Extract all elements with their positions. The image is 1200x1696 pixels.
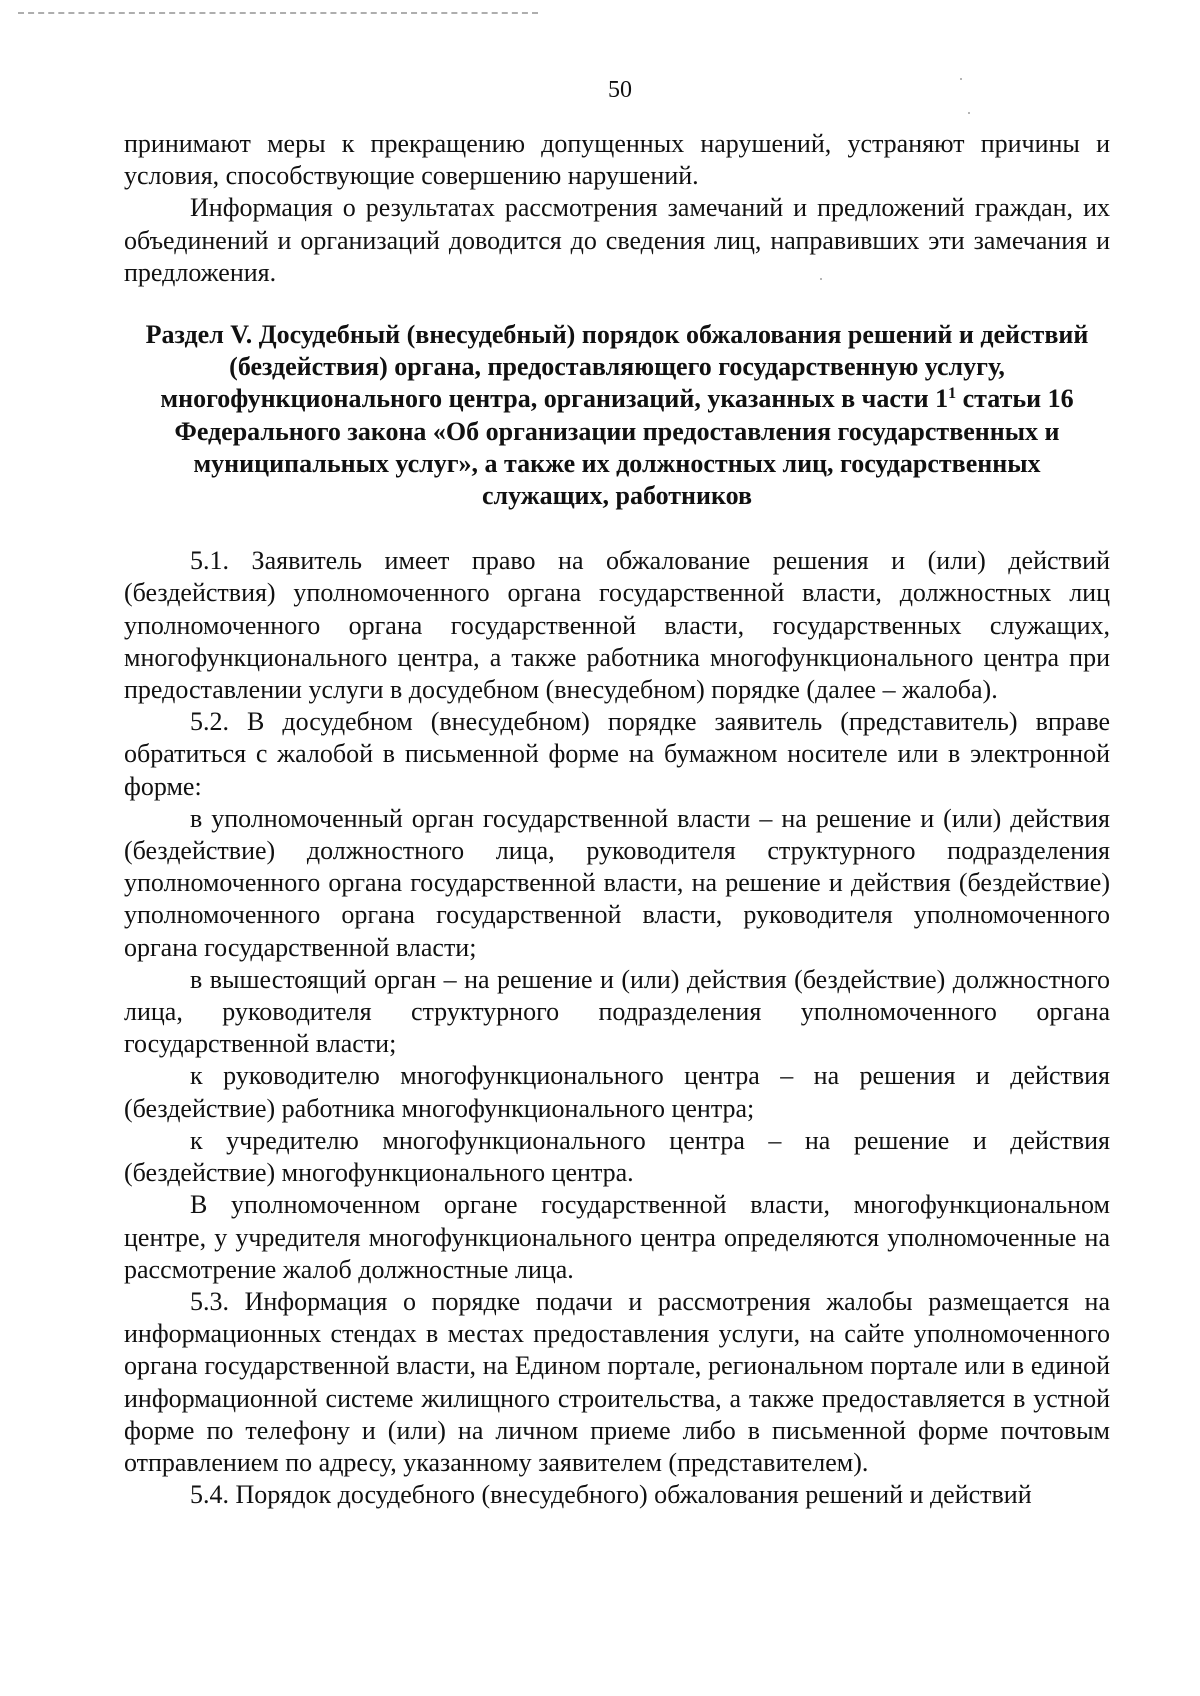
intro-paragraph-continued: принимают меры к прекращению допущенных нарушений, устраняют причины и условия, способствующие совершению нарушений. xyxy=(124,129,1110,191)
list-item-higher-body: в вышестоящий орган – на решение и (или) действия (бездействие) должностного лица, руководителя структурного подразделения уполномоченного органа государственной власти; xyxy=(124,964,1110,1059)
paragraph-5-1: 5.1. Заявитель имеет право на обжалование решения и (или) действий (бездействия) уполномоченного органа государственной власти, должностных лиц уполномоченного органа государственной власти, государственных служащих, многофункционального центра, а также работника многофункционального центра при предоставлении услуги в досудебном (внесудебном) порядке (далее – жалоба). xyxy=(124,546,1110,705)
intro-paragraph: Информация о результатах рассмотрения замечаний и предложений граждан, их объединений и организаций доводится до сведения лиц, направивших эти замечания и предложения. xyxy=(124,193,1110,287)
section-heading-text-continued: статьи 16 Федерального закона «Об организации предоставления государственных и муниципальных услуг», а также их должностных лиц, государственных служащих, работников xyxy=(174,384,1074,511)
paragraph-5-3: 5.3. Информация о порядке подачи и рассмотрения жалобы размещается на информационных стендах в местах предоставления услуги, на сайте уполномоченного органа государственной власти, на Едином портале, региональном портале или в единой информационной системе жилищного строительства, а также предоставляется в устной форме по телефону и (или) на личном приеме либо в письменной форме почтовым отправлением по адресу, указанному заявителем (представителем). xyxy=(124,1286,1110,1477)
page-number: 50 xyxy=(608,77,632,103)
section-heading-superscript: 1 xyxy=(948,385,957,403)
scan-edge-artifact xyxy=(18,12,538,14)
document-body xyxy=(124,128,1110,1511)
list-item-mfc-head: к руководителю многофункционального центра – на решения и действия (бездействие) работника многофункционального центра; xyxy=(124,1061,1110,1123)
section-heading xyxy=(124,319,1110,512)
scan-speck xyxy=(968,112,970,114)
paragraph-authorized-officials: В уполномоченном органе государственной власти, многофункциональном центре, у учредителя многофункционального центра определяются уполномоченные на рассмотрение жалоб должностные лица. xyxy=(124,1190,1110,1284)
list-item-authorized-body: в уполномоченный орган государственной власти – на решение и (или) действия (бездействие) должностного лица, руководителя структурного подразделения уполномоченного органа государственной власти, на решение и действия (бездействие) уполномоченного органа государственной власти, руководителя уполномоченного органа государственной власти; xyxy=(124,803,1110,962)
paragraph-5-4: 5.4. Порядок досудебного (внесудебного) обжалования решений и действий xyxy=(190,1480,1032,1510)
paragraph-5-2: 5.2. В досудебном (внесудебном) порядке заявитель (представитель) вправе обратиться с жалобой в письменной форме на бумажном носителе или в электронной форме: xyxy=(124,707,1110,801)
list-item-mfc-founder: к учредителю многофункционального центра – на решение и действия (бездействие) многофункционального центра. xyxy=(124,1125,1110,1188)
section-heading-text: Раздел V. Досудебный (внесудебный) порядок обжалования решений и действий (бездействия) органа, предоставляющего государственную услугу, многофункционального центра, организаций, указанных в части 1 xyxy=(145,320,1089,414)
